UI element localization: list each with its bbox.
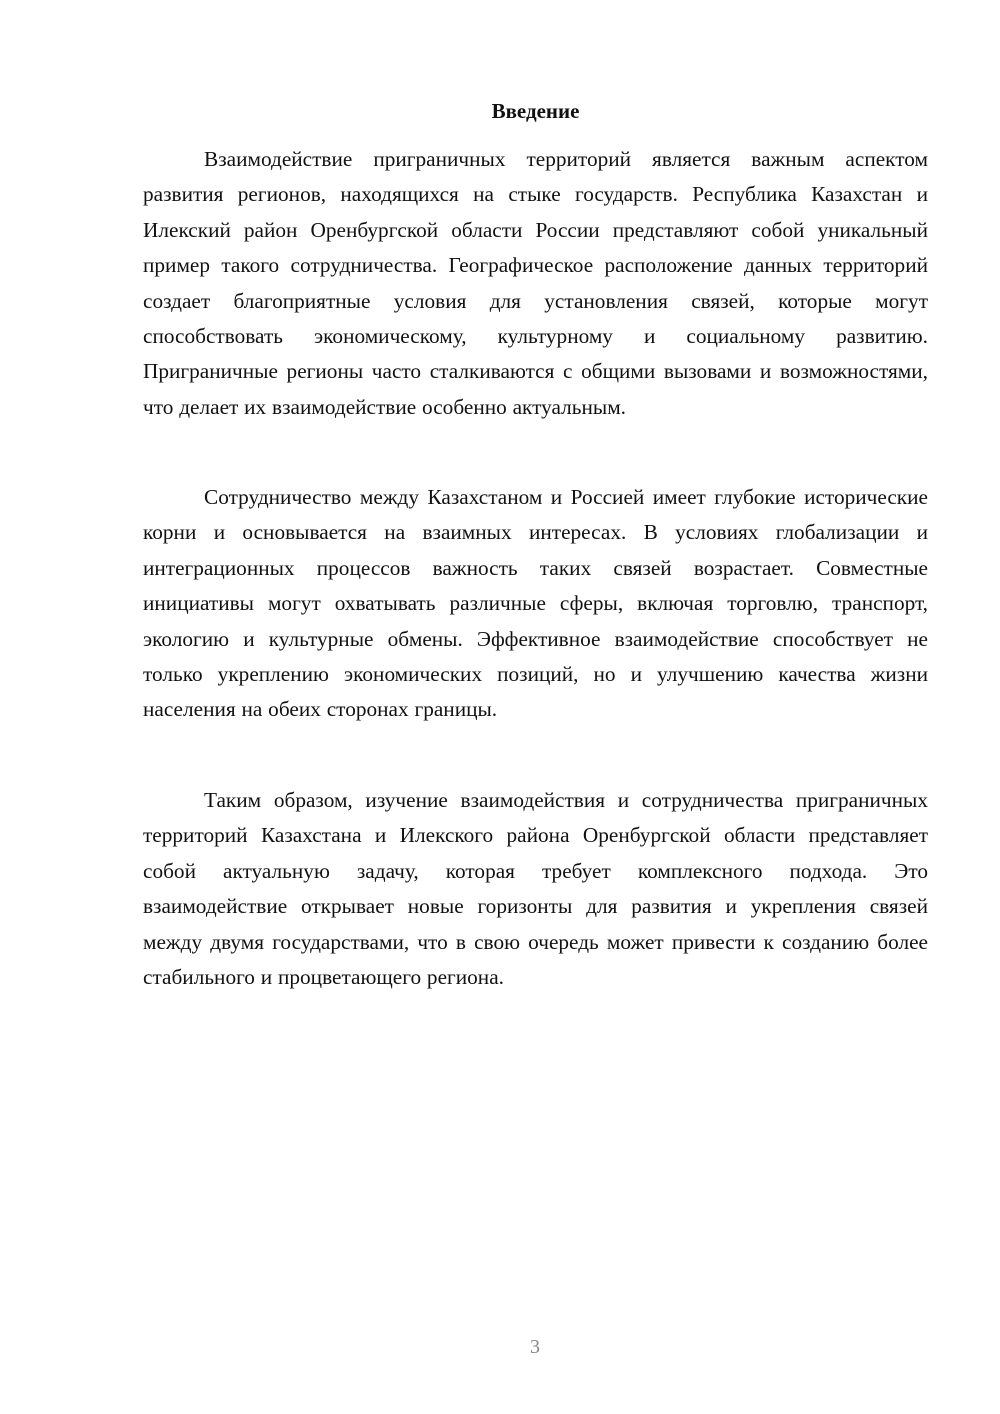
page-title: Введение [491, 99, 580, 123]
page-number: 3 [530, 1336, 540, 1358]
paragraph-3: Таким образом, изучение взаимодействия и сотрудничества приграничных территорий Казахстана и Илекского района Оренбургской области представляет собой актуальную задачу, которая требует комплексного подхода. Это взаимодействие открывает новые горизонты для развития и укрепления связей между двумя государствами, что в свою очередь может привести к созданию более стабильного и процветающего региона. [143, 788, 928, 990]
paragraph-1: Взаимодействие приграничных территорий является важным аспектом развития регионов, находящихся на стыке государств. Республика Казахстан и Илекский район Оренбургской области России представляют собой уникальный пример такого сотрудничества. Географическое расположение данных территорий создает благоприятные условия для установления связей, которые могут способствовать экономическому, культурному и социальному развитию. Приграничные регионы часто сталкиваются с общими вызовами и возможностями, что делает их взаимодействие особенно актуальным. [143, 147, 928, 419]
paragraph-2: Сотрудничество между Казахстаном и Россией имеет глубокие исторические корни и основывается на взаимных интересах. В условиях глобализации и интеграционных процессов важность таких связей возрастает. Совместные инициативы могут охватывать различные сферы, включая торговлю, транспорт, экологию и культурные обмены. Эффективное взаимодействие способствует не только укреплению экономических позиций, но и улучшению качества жизни населения на обеих сторонах границы. [143, 485, 928, 722]
